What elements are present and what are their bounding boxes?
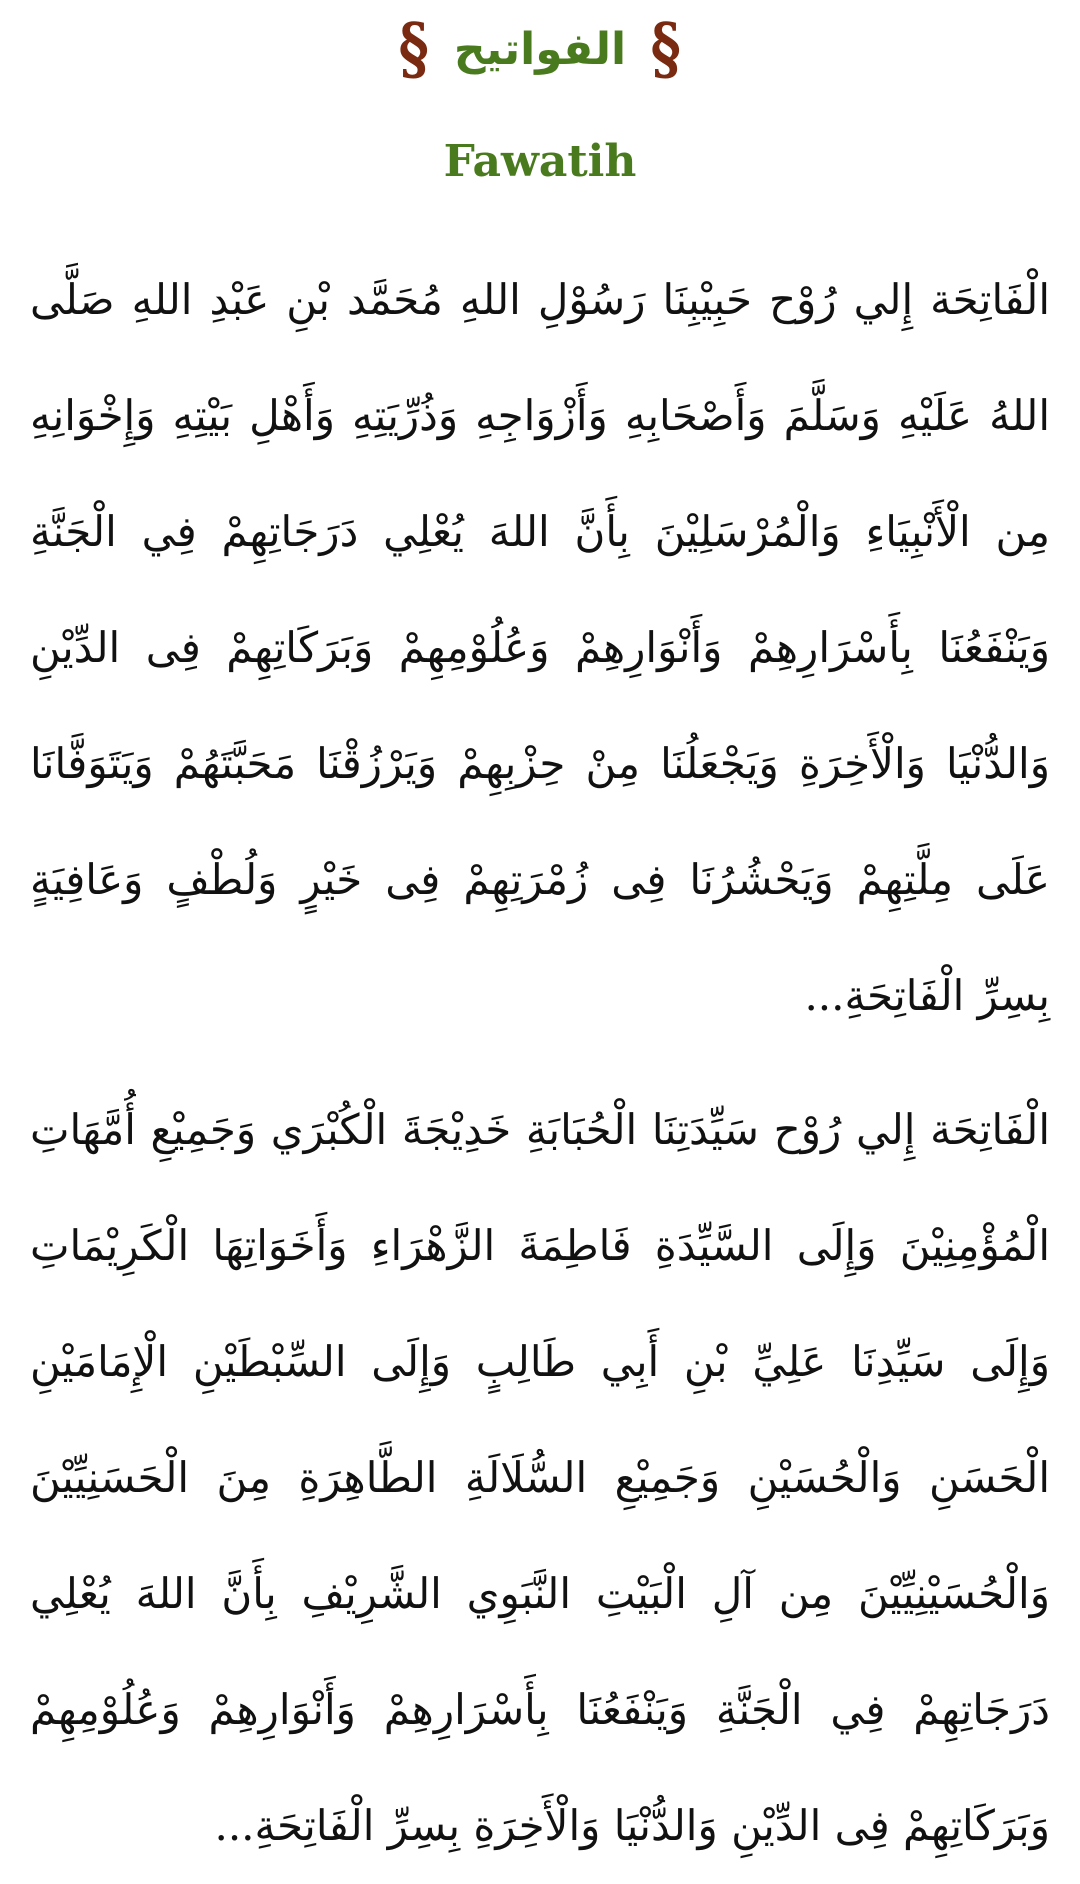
section-ornament-icon: § bbox=[399, 9, 430, 89]
paragraph-first: الْفَاتِحَة إِلي رُوْح حَبِيْبِنَا رَسُوْلِ اللهِ مُحَمَّد بْنِ عَبْدِ اللهِ صَلَّى اللهُ عَلَيْهِ وَسَلَّمَ وَأَصْحَابِهِ وَأَزْوَاجِهِ وَذُرِّيَتِهِ وَأَهْلِ بَيْتِهِ وَإِخْوَانِهِ مِن الْأَنْبِيَاءِ وَالْمُرْسَلِيْنَ بِأَنَّ اللهَ يُعْلِي دَرَجَاتِهِمْ فِي الْجَنَّةِ وَيَنْفَعُنَا بِأَسْرَارِهِمْ وَأَنْوَارِهِمْ وَعُلُوْمِهِمْ وَبَرَكَاتِهِمْ فِى الدِّيْنِ وَالدُّنْيَا وَالْأَخِرَةِ وَيَجْعَلُنَا مِنْ حِزْبِهِمْ وَيَرْزُقْنَا مَحَبَّتَهُمْ وَيَتَوَفَّانَا عَلَى مِلَّتِهِمْ وَيَحْشُرُنَا فِى زُمْرَتِهِمْ فِى خَيْرٍ وَلُطْفٍ وَعَافِيَةٍ بِسِرِّ الْفَاتِحَةِ... bbox=[30, 275, 1050, 1020]
arabic-title-row bbox=[0, 8, 1080, 90]
section-ornament-icon: § bbox=[650, 9, 681, 89]
page-header bbox=[0, 0, 1080, 192]
paragraph-second: الْفَاتِحَة إِلي رُوْح سَيِّدَتِنَا الْحُبَابَةِ خَدِيْجَةَ الْكُبْرَي وَجَمِيْعِ أُمَّهَاتِ الْمُؤْمِنِيْنَ وَإِلَى السَّيِّدَةِ فَاطِمَةَ الزَّهْرَاءِ وَأَخَوَاتِهَا الْكَرِيْمَاتِ وَإِلَى سَيِّدِنَا عَلِيِّ بْنِ أَبِي طَالِبٍ وَإِلَى السِّبْطَيْنِ الْإِمَامَيْنِ الْحَسَنِ وَالْحُسَيْنِ وَجَمِيْعِ السُّلَالَةِ الطَّاهِرَةِ مِنَ الْحَسَنِيِّيْنَ وَالْحُسَيْنِيِّيْنَ مِن آلِ الْبَيْتِ النَّبَوِي الشَّرِيْفِ بِأَنَّ اللهَ يُعْلِي دَرَجَاتِهِمْ فِي الْجَنَّةِ وَيَنْفَعُنَا بِأَسْرَارِهِمْ وَأَنْوَارِهِمْ وَعُلُوْمِهِمْ وَبَرَكَاتِهِمْ فِى الدِّيْنِ وَالدُّنْيَا وَالْأَخِرَةِ بِسِرِّ الْفَاتِحَةِ... bbox=[30, 1105, 1050, 1850]
arabic-title: الفواتيح bbox=[453, 23, 627, 75]
prayer-text bbox=[30, 242, 1050, 1884]
latin-title: Fawatih bbox=[443, 136, 637, 187]
